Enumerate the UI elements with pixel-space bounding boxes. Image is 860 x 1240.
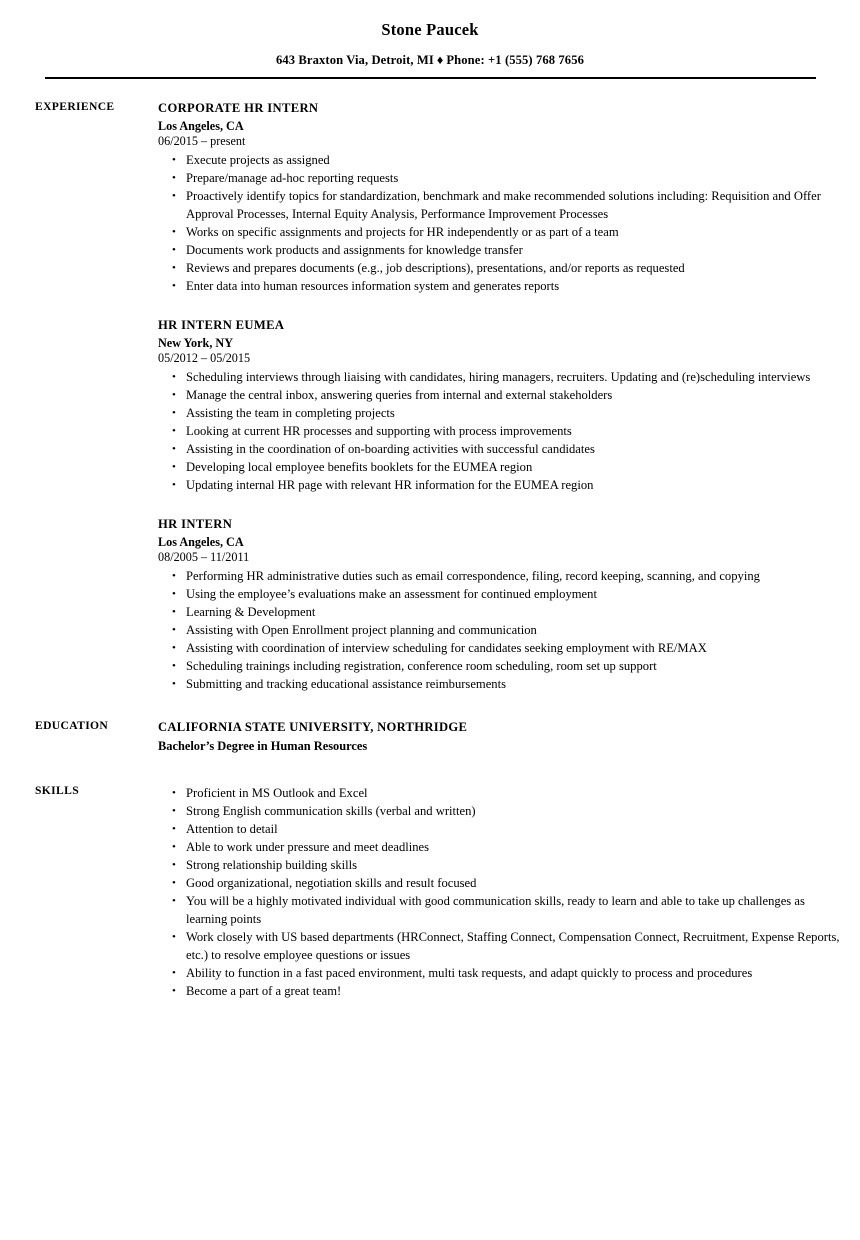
- job-bullet-list: [158, 368, 845, 494]
- skills-section: [0, 784, 860, 1000]
- bullet-item: • Enter data into human resources information system and generates reports: [158, 277, 845, 295]
- bullet-item: • Scheduling trainings including registration, conference room scheduling, room set up support: [158, 657, 845, 675]
- bullet-item: • Documents work products and assignments for knowledge transfer: [158, 241, 845, 259]
- header-divider: [45, 77, 816, 79]
- bullet-item: • Scheduling interviews through liaising with candidates, hiring managers, recruiters. Updating and (re)scheduling interviews: [158, 368, 845, 386]
- job-title: CORPORATE HR INTERN: [158, 101, 319, 115]
- education-section: [0, 719, 860, 755]
- degree-name: Bachelor’s Degree in Human Resources: [158, 739, 368, 753]
- job-bullet-list: [158, 567, 845, 693]
- experience-entry: [158, 100, 845, 295]
- job-dates: 05/2012 – 05/2015: [158, 351, 251, 365]
- contact-address: 643 Braxton Via, Detroit, MI: [275, 53, 434, 67]
- bullet-item: • Strong relationship building skills: [158, 856, 845, 874]
- bullet-item: • Manage the central inbox, answering queries from internal and external stakeholders: [158, 386, 845, 404]
- bullet-item: • Proactively identify topics for standardization, benchmark and make recommended solutions including: Requisition and Offer Approval Processes, Internal Equity Analysis, Performance Improvement Processes: [158, 187, 845, 223]
- bullet-item: • Assisting with coordination of interview scheduling for candidates seeking employment with RE/MAX: [158, 639, 845, 657]
- bullet-item: • Work closely with US based departments (HRConnect, Staffing Connect, Compensation Connect, Recruitment, Expense Reports, etc.) to resolve employee questions or issues: [158, 928, 845, 964]
- resume-header: [0, 0, 860, 79]
- section-label-skills: SKILLS: [35, 784, 79, 797]
- bullet-item: • Learning & Development: [158, 603, 845, 621]
- bullet-item: • Prepare/manage ad-hoc reporting requests: [158, 169, 845, 187]
- experience-entry: [158, 516, 845, 693]
- job-bullet-list: [158, 151, 845, 295]
- job-dates: 06/2015 – present: [158, 134, 246, 148]
- bullet-item: • Execute projects as assigned: [158, 151, 845, 169]
- skills-body: [158, 784, 845, 1000]
- experience-section: [0, 100, 860, 693]
- bullet-item: • Assisting the team in completing projects: [158, 404, 845, 422]
- bullet-item: • Strong English communication skills (verbal and written): [158, 802, 845, 820]
- bullet-item: • Proficient in MS Outlook and Excel: [158, 784, 845, 802]
- bullet-item: • Developing local employee benefits booklets for the EUMEA region: [158, 458, 845, 476]
- bullet-item: • Using the employee’s evaluations make an assessment for continued employment: [158, 585, 845, 603]
- section-label-education: EDUCATION: [35, 719, 109, 732]
- candidate-name: Stone Paucek: [381, 20, 479, 39]
- bullet-item: • Ability to function in a fast paced environment, multi task requests, and adapt quickly to process and procedures: [158, 964, 845, 982]
- job-dates: 08/2005 – 11/2011: [158, 550, 250, 564]
- bullet-item: • Assisting in the coordination of on-boarding activities with successful candidates: [158, 440, 845, 458]
- bullet-item: • Looking at current HR processes and supporting with process improvements: [158, 422, 845, 440]
- bullet-item: • Works on specific assignments and projects for HR independently or as part of a team: [158, 223, 845, 241]
- bullet-item: • You will be a highly motivated individual with good communication skills, ready to learn and able to take up challenges as learning points: [158, 892, 845, 928]
- bullet-item: • Performing HR administrative duties such as email correspondence, filing, record keeping, scanning, and copying: [158, 567, 845, 585]
- experience-body: [158, 100, 845, 693]
- bullet-item: • Able to work under pressure and meet deadlines: [158, 838, 845, 856]
- job-location: Los Angeles, CA: [158, 119, 244, 133]
- bullet-item: • Assisting with Open Enrollment project planning and communication: [158, 621, 845, 639]
- contact-phone: Phone: +1 (555) 768 7656: [446, 53, 584, 67]
- school-name: CALIFORNIA STATE UNIVERSITY, NORTHRIDGE: [158, 720, 468, 734]
- job-title: HR INTERN: [158, 517, 233, 531]
- section-label-experience: EXPERIENCE: [35, 100, 115, 113]
- bullet-item: • Good organizational, negotiation skills and result focused: [158, 874, 845, 892]
- diamond-separator-icon: ♦: [436, 53, 444, 67]
- education-body: [158, 719, 845, 755]
- skills-bullet-list: [158, 784, 845, 1000]
- bullet-item: • Become a part of a great team!: [158, 982, 845, 1000]
- job-location: New York, NY: [158, 336, 234, 350]
- job-title: HR INTERN EUMEA: [158, 318, 285, 332]
- bullet-item: • Updating internal HR page with relevant HR information for the EUMEA region: [158, 476, 845, 494]
- bullet-item: • Reviews and prepares documents (e.g., job descriptions), presentations, and/or reports as requested: [158, 259, 845, 277]
- bullet-item: • Submitting and tracking educational assistance reimbursements: [158, 675, 845, 693]
- bullet-item: • Attention to detail: [158, 820, 845, 838]
- experience-entry: [158, 317, 845, 494]
- job-location: Los Angeles, CA: [158, 535, 244, 549]
- contact-line: [0, 40, 860, 68]
